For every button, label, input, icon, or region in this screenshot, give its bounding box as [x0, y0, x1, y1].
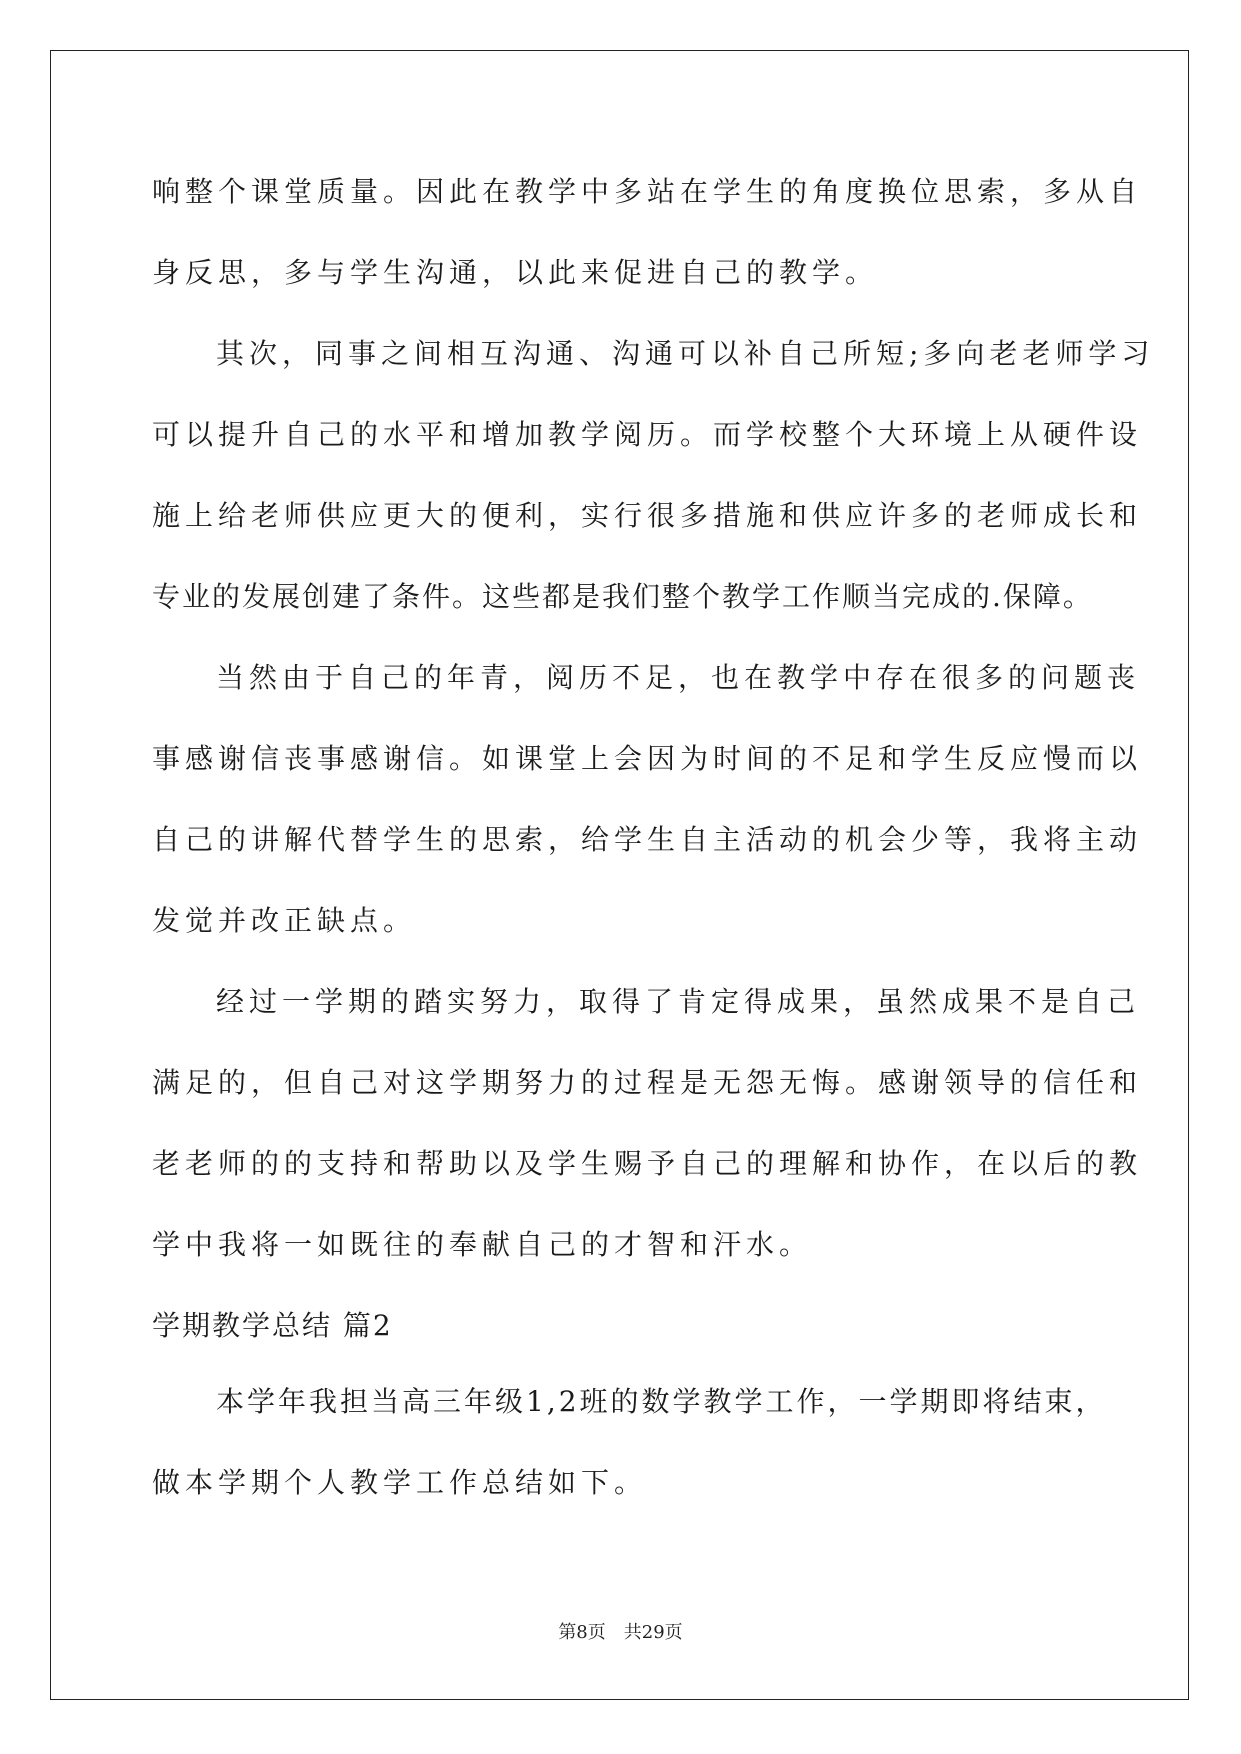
paragraph-line: 专业的发展创建了条件。这些都是我们整个教学工作顺当完成的.保障。	[152, 580, 1093, 613]
paragraph-line: 事感谢信丧事感谢信。如课堂上会因为时间的不足和学生反应慢而以	[152, 742, 1143, 775]
document-body	[152, 160, 1155, 1532]
page-footer	[0, 1618, 1241, 1644]
paragraph-line: 自己的讲解代替学生的思索，给学生自主活动的机会少等，我将主动	[152, 823, 1143, 856]
paragraph-line: 老老师的的支持和帮助以及学生赐予自己的理解和协作，在以后的教	[152, 1147, 1143, 1180]
paragraph-line: 身反思，多与学生沟通，以此来促进自己的教学。	[152, 256, 879, 289]
page-number: 第8页	[558, 1622, 606, 1643]
section-heading: 学期教学总结 篇2	[152, 1309, 393, 1342]
paragraph-line: 本学年我担当高三年级1,2班的数学教学工作，一学期即将结束，	[216, 1385, 1107, 1418]
paragraph-line: 发觉并改正缺点。	[152, 904, 417, 937]
paragraph-line: 可以提升自己的水平和增加教学阅历。而学校整个大环境上从硬件设	[152, 418, 1143, 451]
paragraph-line: 做本学期个人教学工作总结如下。	[152, 1466, 648, 1499]
paragraph-line: 学中我将一如既往的奉献自己的才智和汗水。	[152, 1228, 813, 1261]
paragraph-line: 满足的，但自己对这学期努力的过程是无怨无悔。感谢领导的信任和	[152, 1066, 1143, 1099]
total-pages: 共29页	[623, 1622, 683, 1643]
paragraph-line: 当然由于自己的年青，阅历不足，也在教学中存在很多的问题丧	[216, 661, 1141, 694]
paragraph-line: 经过一学期的踏实努力，取得了肯定得成果，虽然成果不是自己	[216, 985, 1141, 1018]
paragraph-line: 响整个课堂质量。因此在教学中多站在学生的角度换位思索，多从自	[152, 175, 1143, 208]
paragraph-line: 其次，同事之间相互沟通、沟通可以补自己所短;多向老老师学习	[216, 337, 1155, 370]
paragraph-line: 施上给老师供应更大的便利，实行很多措施和供应许多的老师成长和	[152, 499, 1143, 532]
